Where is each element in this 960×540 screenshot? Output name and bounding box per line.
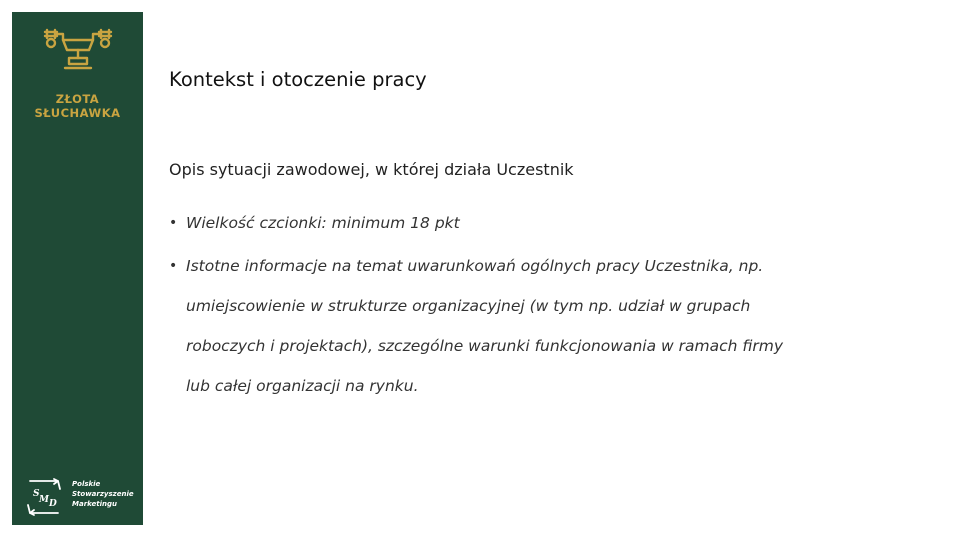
- bullet-text-line: lub całej organizacji na rynku.: [186, 377, 419, 395]
- bullet-text-line: umiejscowienie w strukturze organizacyjnej (w tym np. udział w grupach: [186, 297, 751, 315]
- bullet-text-line: Wielkość czcionki: minimum 18 pkt: [186, 214, 460, 232]
- logo-title-line2: SŁUCHAWKA: [34, 106, 121, 120]
- bullet-text-line: roboczych i projektach), szczególne warunki funkcjonowania w ramach firmy: [186, 337, 784, 355]
- psm-name-line2: Stowarzyszenie: [72, 490, 134, 498]
- psm-name: [72, 479, 134, 509]
- bullet-item: [168, 246, 898, 406]
- page-title: Kontekst i otoczenie pracy: [169, 68, 427, 91]
- bullet-list: [168, 203, 898, 406]
- psm-logo: [24, 477, 139, 517]
- main-content: [168, 0, 928, 540]
- bullet-text-line: Istotne informacje na temat uwarunkowań ogólnych pracy Uczestnika, np.: [186, 257, 764, 275]
- golden-headphones-trophy-icon: [33, 26, 123, 76]
- bullet-marker: •: [169, 215, 178, 231]
- bullet-item: [168, 203, 898, 243]
- smd-logo-icon: [24, 477, 64, 517]
- psm-name-line1: Polskie: [72, 480, 101, 488]
- svg-text:M: M: [39, 495, 49, 505]
- logo-title-line1: ZŁOTA: [55, 92, 100, 106]
- sidebar: [12, 12, 143, 525]
- zlota-sluchawka-logo: [12, 26, 143, 126]
- svg-text:D: D: [49, 499, 57, 509]
- section-subtitle: Opis sytuacji zawodowej, w której działa Uczestnik: [169, 160, 574, 179]
- psm-name-line3: Marketingu: [72, 500, 118, 508]
- svg-text:S: S: [33, 489, 40, 499]
- bullet-marker: •: [169, 258, 178, 274]
